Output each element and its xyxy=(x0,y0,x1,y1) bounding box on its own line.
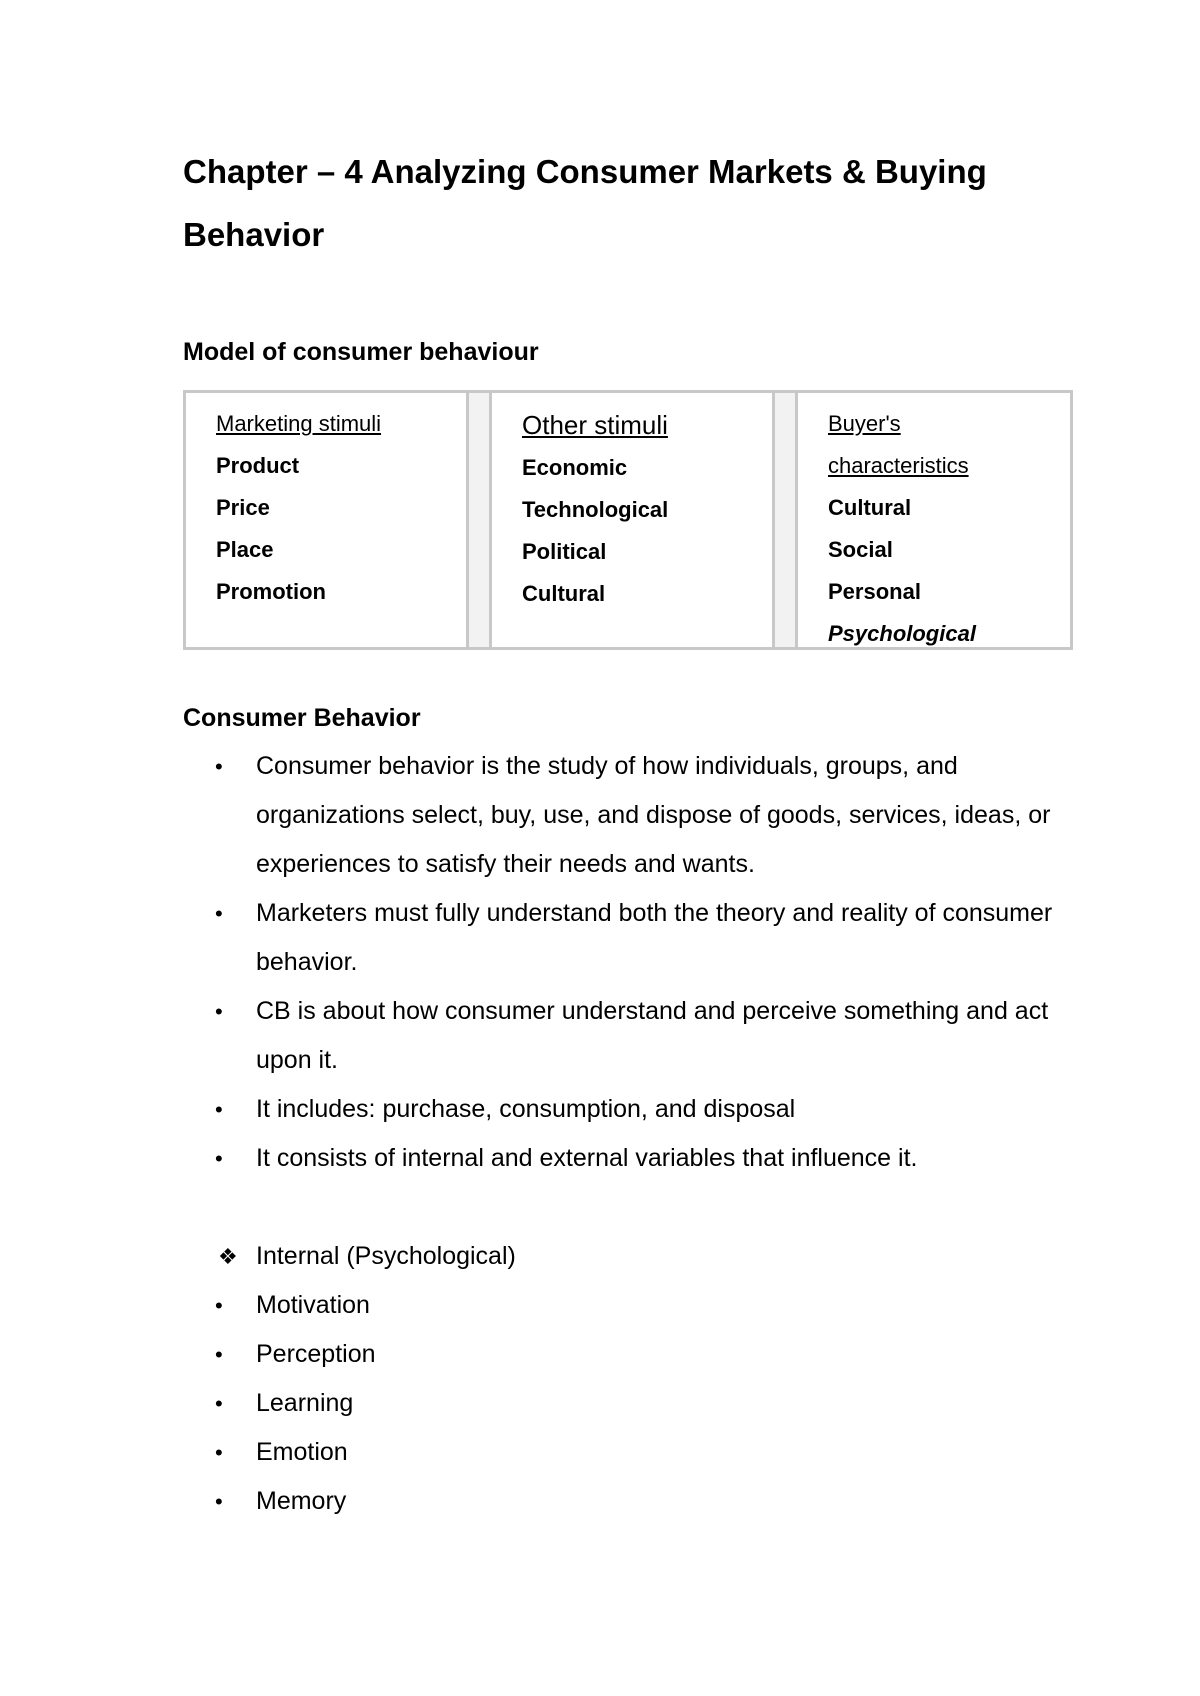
page-title: Chapter – 4 Analyzing Consumer Markets & Buying Behavior xyxy=(183,153,987,253)
buyer-item: Psychological xyxy=(828,621,976,646)
list-item xyxy=(0,987,1076,1085)
buyer-item: Personal xyxy=(828,579,921,604)
buyer-characteristics-header: Buyer's xyxy=(828,411,901,436)
column-divider xyxy=(772,393,798,647)
list-item xyxy=(0,1330,1076,1379)
marketing-stimuli-column xyxy=(186,393,466,647)
list-item-text: Emotion xyxy=(256,1438,348,1466)
buyer-characteristics-column xyxy=(798,393,1070,647)
list-item xyxy=(0,889,1076,987)
bullet-icon: • xyxy=(215,1293,223,1318)
internal-factors-list xyxy=(0,1232,1076,1526)
other-stimuli-header: Other stimuli xyxy=(522,410,668,440)
bullet-icon: • xyxy=(215,1097,223,1122)
list-item xyxy=(0,1281,1076,1330)
consumer-behavior-heading: Consumer Behavior xyxy=(183,704,421,732)
marketing-stimuli-header: Marketing stimuli xyxy=(216,411,382,436)
list-item-text: CB is about how consumer understand and perceive something and act upon it. xyxy=(256,997,1049,1074)
list-item xyxy=(0,1379,1076,1428)
other-stimuli-column xyxy=(492,393,772,647)
other-item: Technological xyxy=(522,497,669,522)
consumer-behavior-list xyxy=(0,742,1076,1183)
list-item-text: Perception xyxy=(256,1340,376,1368)
marketing-item: Place xyxy=(216,537,274,562)
marketing-item: Promotion xyxy=(216,579,326,604)
list-item-text: It includes: purchase, consumption, and disposal xyxy=(256,1095,796,1123)
list-item-text: It consists of internal and external variables that influence it. xyxy=(256,1144,918,1172)
list-item-text: Motivation xyxy=(256,1291,370,1319)
model-heading: Model of consumer behaviour xyxy=(183,338,539,366)
buyer-item: Social xyxy=(828,537,893,562)
list-item-text: Learning xyxy=(256,1389,354,1417)
list-item xyxy=(0,1428,1076,1477)
internal-heading: Internal (Psychological) xyxy=(256,1242,516,1270)
list-item-text: Marketers must fully understand both the theory and reality of consumer behavior. xyxy=(256,899,1053,976)
marketing-item: Price xyxy=(216,495,270,520)
bullet-icon: • xyxy=(215,1489,223,1514)
bullet-icon: • xyxy=(215,901,223,926)
list-item-text: Memory xyxy=(256,1487,347,1515)
marketing-item: Product xyxy=(216,453,300,478)
other-item: Cultural xyxy=(522,581,606,606)
other-item: Political xyxy=(522,539,607,564)
column-divider xyxy=(466,393,492,647)
bullet-icon: • xyxy=(215,1146,223,1171)
list-item xyxy=(0,1477,1076,1526)
list-item-text: Consumer behavior is the study of how individuals, groups, and organizations select, buy, use, and dispose of goods, services, ideas, or experiences to satisfy their needs and wants. xyxy=(256,752,1051,878)
list-item xyxy=(0,1134,1076,1183)
other-item: Economic xyxy=(522,455,628,480)
diamond-icon: ❖ xyxy=(218,1244,238,1269)
bullet-icon: • xyxy=(215,1342,223,1367)
buyer-characteristics-header: characteristics xyxy=(828,453,969,478)
list-item xyxy=(0,742,1076,889)
buyer-item: Cultural xyxy=(828,495,912,520)
consumer-model-table xyxy=(183,390,1073,650)
bullet-icon: • xyxy=(215,1440,223,1465)
internal-heading-row xyxy=(0,1232,1076,1281)
bullet-icon: • xyxy=(215,1391,223,1416)
bullet-icon: • xyxy=(215,754,223,779)
bullet-icon: • xyxy=(215,999,223,1024)
list-item xyxy=(0,1085,1076,1134)
